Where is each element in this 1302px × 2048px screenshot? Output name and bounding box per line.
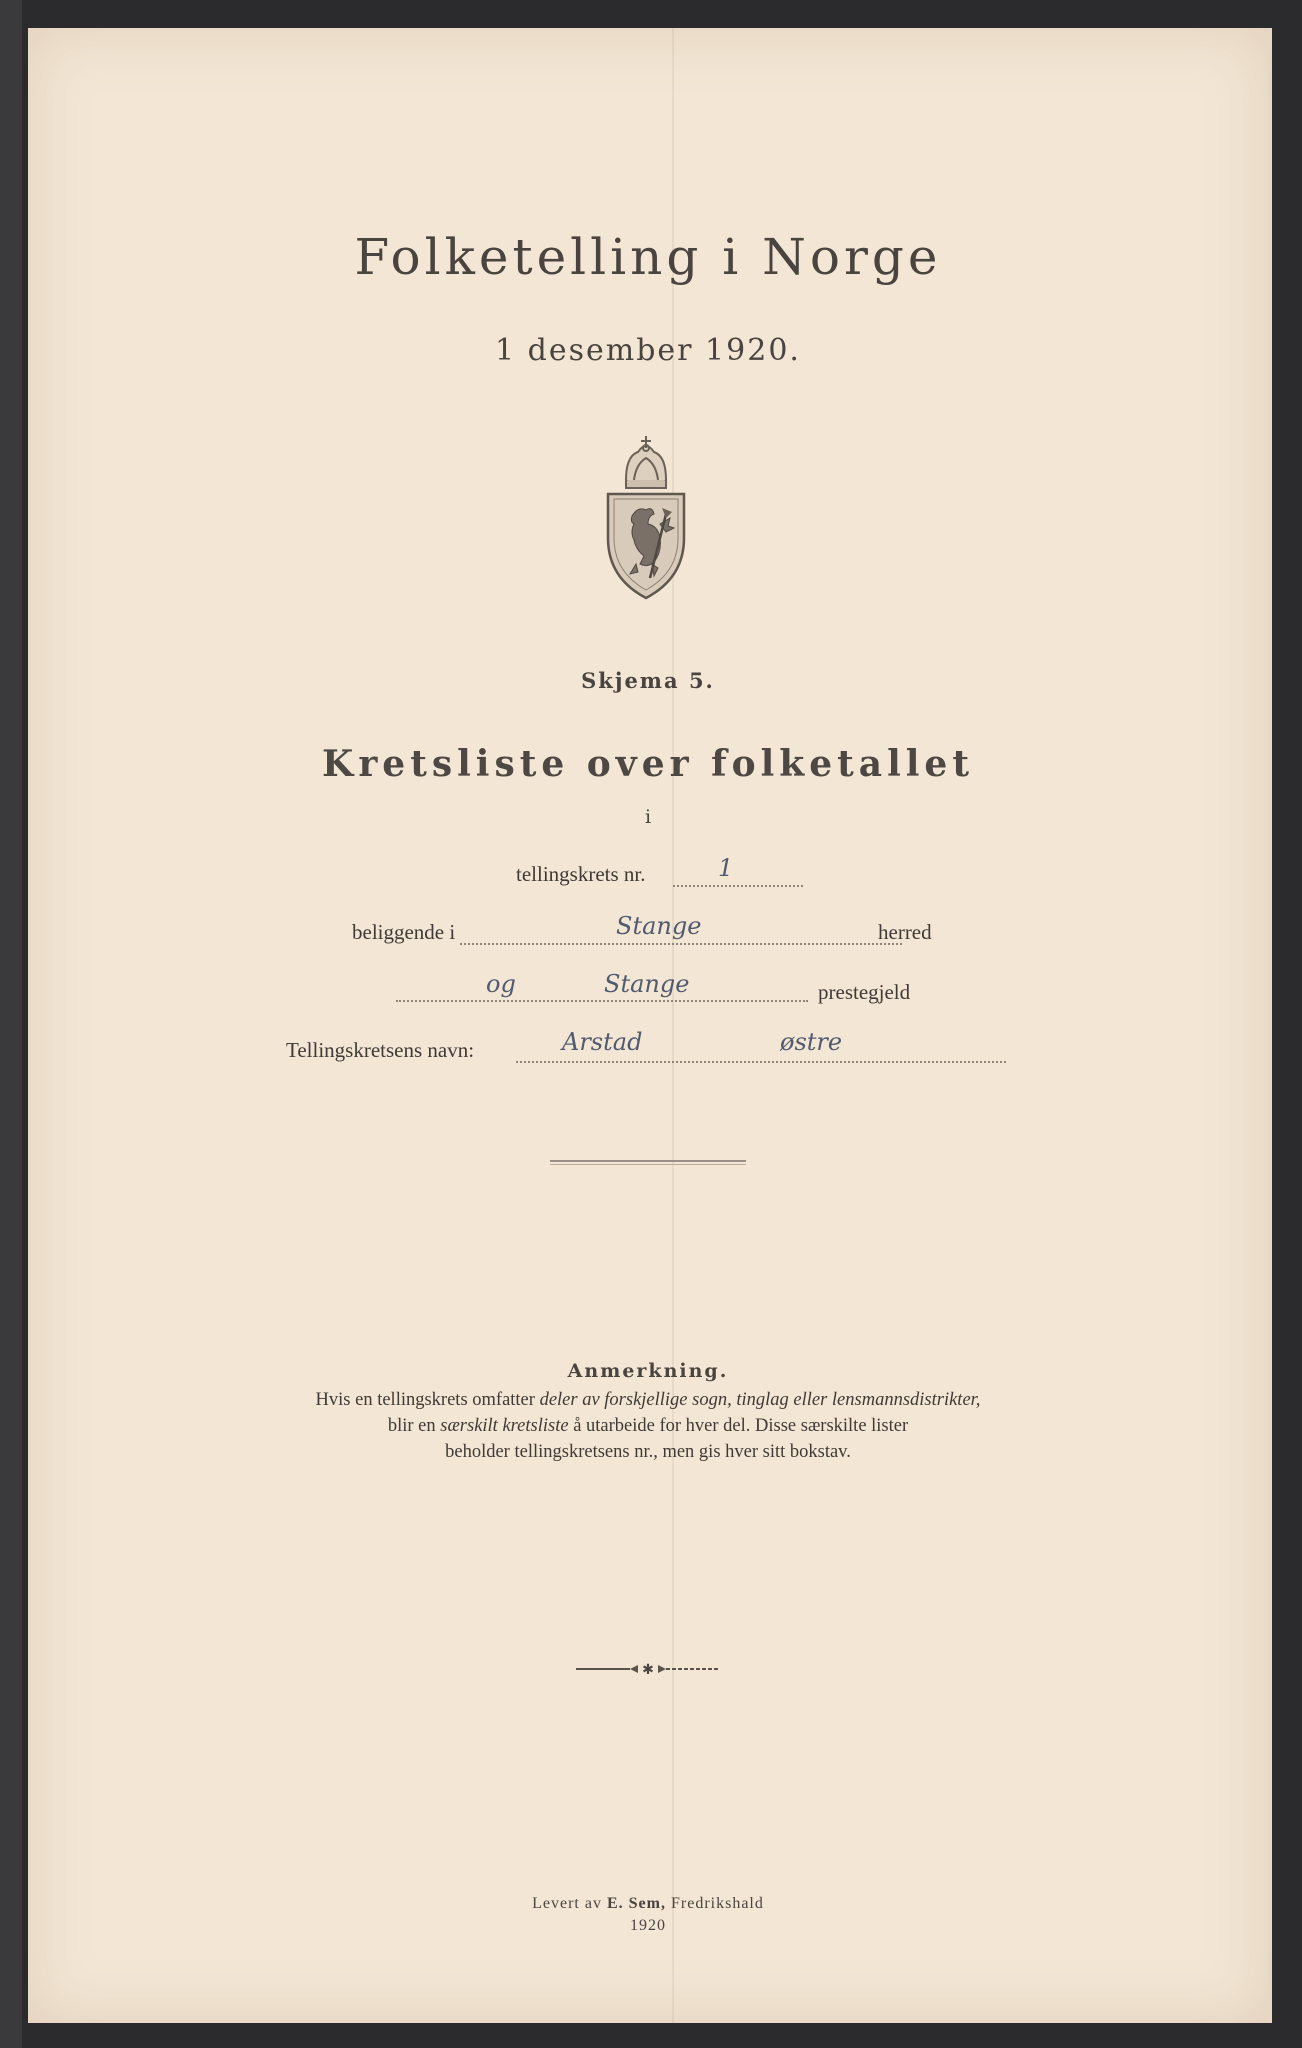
anmerkning-text [28,1387,1268,1465]
kretsnavn-value-1: Arstad [562,1028,643,1056]
ornament-divider-icon [576,1662,720,1676]
prestegjeld-value: Stange [604,970,690,998]
form-number: Skjema 5. [581,668,715,693]
kretsnavn-label: Tellingskretsens navn: [286,1038,475,1062]
tellingskrets-label: tellingskrets nr. [516,862,646,886]
anmerkning-heading: Anmerkning. [567,1360,729,1382]
svg-text:✱: ✱ [642,1662,654,1676]
printer-imprint [28,1893,1268,1937]
tellingskrets-dotline [673,885,803,887]
anmerkning-line-1: Hvis en tellingskrets omfatter deler av forskjellige sogn, tinglag eller lensmannsdistrikter, [315,1390,981,1410]
page-fold [672,28,674,2023]
kretsnavn-dotline [516,1061,1006,1063]
page-title: Folketelling i Norge [354,228,942,286]
norwegian-coat-of-arms-icon [596,428,696,603]
tellingskrets-value: 1 [718,854,734,882]
preposition-i: i [644,806,652,828]
beliggende-value: Stange [616,912,702,940]
beliggende-dotline [460,943,902,945]
prestegjeld-label: prestegjeld [818,980,911,1004]
prestegjeld-prefix: og [486,970,516,998]
divider-rule-thin [550,1164,746,1165]
kretsnavn-value-2: østre [780,1028,843,1056]
prestegjeld-dotline [396,1000,808,1002]
divider-rule [550,1160,746,1162]
anmerkning-line-3: beholder tellingskretsens nr., men gis hver sitt bokstav. [445,1442,851,1462]
form-heading: Kretsliste over folketallet [322,743,974,785]
printer-year: 1920 [630,1917,666,1934]
census-form-page [28,28,1272,2023]
anmerkning-line-2: blir en særskilt kretsliste å utarbeide for hver del. Disse særskilte lister [387,1416,909,1436]
printer-line: Levert av E. Sem, Fredrikshald [532,1895,764,1912]
herred-label: herred [878,920,932,944]
census-date: 1 desember 1920. [495,333,801,368]
beliggende-label: beliggende i [352,920,456,944]
scan-edge [0,0,22,2048]
